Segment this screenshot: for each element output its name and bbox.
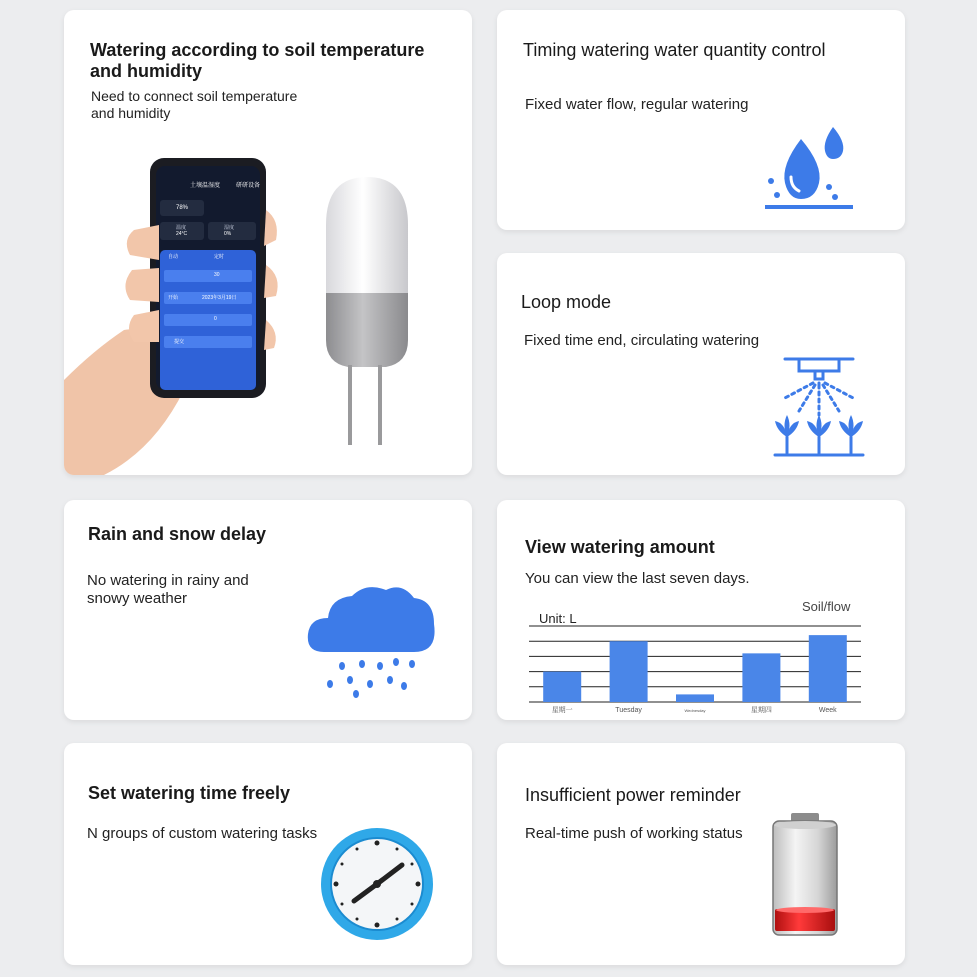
card-power-reminder: [497, 743, 905, 965]
card-subtitle: N groups of custom watering tasks: [87, 825, 318, 842]
chart-bar: [543, 672, 581, 702]
phone-tab-auto[interactable]: 自动: [168, 254, 179, 260]
phone-row-value: 30: [214, 272, 220, 278]
card-subtitle: Fixed water flow, regular watering: [525, 96, 749, 113]
card-title: Loop mode: [521, 292, 612, 312]
chart-tick-label: 星期一: [551, 707, 573, 714]
card-title: Rain and snow delay: [88, 524, 267, 544]
water-drops-icon: [761, 125, 857, 215]
phone-header-right: 研研设备: [236, 183, 261, 189]
chart-bar: [809, 635, 847, 702]
chart-bars: [543, 635, 847, 702]
low-battery-icon: [767, 811, 843, 937]
phone-row-label: 开始: [168, 295, 179, 301]
chart-tick-label: Tuesday: [615, 707, 642, 714]
phone-tab-timer[interactable]: 定时: [214, 254, 225, 260]
rain-cloud-icon: [304, 580, 439, 700]
card-subtitle: Need to connect soil temperature and humidity: [91, 88, 298, 121]
card-timing-watering: [497, 10, 905, 230]
phone-temp-value: 24°C: [176, 231, 188, 237]
card-subtitle: No watering in rainy and snowy weather: [87, 572, 249, 607]
sprinkler-plants-icon: [769, 353, 869, 461]
card-title: Set watering time freely: [88, 783, 291, 803]
card-title: View watering amount: [525, 537, 715, 557]
bar-chart-icon: [497, 500, 905, 720]
phone-header: 土壤温湿度: [190, 183, 221, 189]
chart-tick-label: Week: [818, 707, 837, 714]
card-view-watering-amount: [497, 500, 905, 720]
phone-hum-label: 湿度: [224, 225, 235, 231]
card-subtitle: You can view the last seven days.: [525, 570, 750, 587]
card-title: Insufficient power reminder: [525, 785, 741, 805]
chart-corner-label: Soil/flow: [802, 599, 851, 614]
phone-submit-button[interactable]: 提交: [174, 339, 185, 345]
chart-unit-label: Unit: L: [539, 611, 577, 626]
card-soil-watering: [64, 10, 472, 475]
chart-ticks: [552, 705, 837, 714]
clock-icon: [318, 825, 436, 943]
soil-sensor-icon: [322, 175, 412, 460]
chart-tick-label: 星期四: [750, 707, 772, 714]
card-title: Watering according to soil temperature and humidity: [90, 40, 425, 81]
chart-bar: [676, 694, 714, 702]
phone-temp-label: 温度: [176, 225, 187, 231]
card-loop-mode: [497, 253, 905, 475]
phone-row-count: 0: [214, 316, 217, 322]
card-title: Timing watering water quantity control: [523, 40, 826, 60]
phone-row-date: 2023年3月19日: [202, 295, 237, 301]
phone-in-hand-icon: [64, 150, 294, 475]
card-subtitle: Real-time push of working status: [525, 825, 743, 842]
card-subtitle: Fixed time end, circulating watering: [524, 332, 760, 349]
card-set-watering-time: [64, 743, 472, 965]
phone-reading: 78%: [176, 205, 189, 211]
chart-bar: [610, 641, 648, 702]
chart-tick-label: Wednesday: [684, 708, 706, 713]
card-rain-snow-delay: [64, 500, 472, 720]
chart-bar: [742, 653, 780, 702]
phone-hum-value: 0%: [224, 231, 232, 237]
